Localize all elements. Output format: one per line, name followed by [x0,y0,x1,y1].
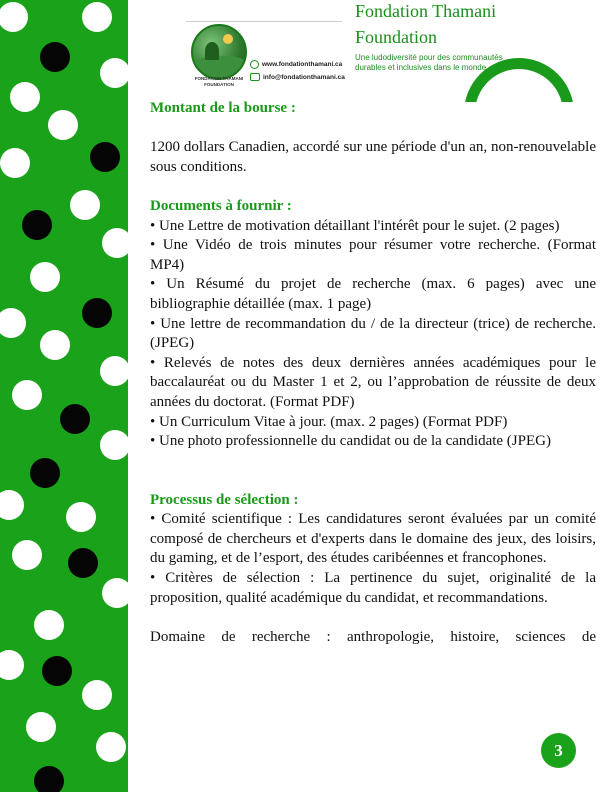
polka-dot [100,430,128,460]
polka-dot [100,356,128,386]
amount-heading: Montant de la bourse : [150,100,296,116]
polka-dot [100,58,128,88]
polka-dot [26,712,56,742]
polka-dot [90,142,120,172]
logo-emblem [191,24,247,80]
website-link[interactable]: www.fondationthamani.ca [262,61,343,68]
header-divider [186,21,342,22]
foundation-logo [188,24,248,88]
list-item: • Relevés de notes des deux dernières années académiques pour le baccalauréat ou du Master 1 et 2, ou l’approbation de réussite de deux années du doctorat. (Format PDF) [150,354,596,410]
list-item: • Une lettre de recommandation du / de la directeur (trice) de recherche. (JPEG) [150,315,596,352]
polka-dot [66,502,96,532]
polka-dot [12,380,42,410]
list-item: • Comité scientifique : Les candidatures seront évaluées par un comité composé de chercheurs et d'experts dans le domaine des jeux, des loisirs, du gaming, et de l’esport, des études caribéennes et francophones. [150,511,596,567]
polka-dot [70,190,100,220]
decorative-polka-dot-band [0,0,128,792]
polka-dot [0,490,24,520]
polka-dot [10,82,40,112]
polka-dot [68,548,98,578]
polka-dot [0,650,24,680]
polka-dot [12,540,42,570]
logo-caption: FONDATION THAMANI FOUNDATION [194,76,244,87]
list-item: • Un Résumé du projet de recherche (max. 6 pages) avec une bibliographie détaillée (max. 1 page) [150,276,596,312]
polka-dot [82,2,112,32]
list-item: • Critères de sélection : La pertinence du sujet, originalité de la proposition, qualité académique du candidat, et recommandations. [150,570,596,606]
document-body [150,99,596,647]
polka-dot [30,458,60,488]
brand-tagline: Une ludodiversité pour des communautés durables et inclusives dans le monde. [355,53,503,72]
list-item: • Une Vidéo de trois minutes pour résumer votre recherche. (Format MP4) [150,237,596,273]
website-contact[interactable] [250,60,342,69]
amount-text: 1200 dollars Canadien, accordé sur une période d'un an, non-renouvelable sous conditions. [150,139,596,175]
polka-dot [34,766,64,792]
documents-heading: Documents à fournir : [150,197,292,214]
polka-dot [48,110,78,140]
polka-dot [22,210,52,240]
polka-dot [0,2,28,32]
brand-name-line2: Foundation [355,27,438,47]
brand-name-line1: Fondation Thamani [355,1,497,21]
list-item: • Une Lettre de motivation détaillant l'intérêt pour le sujet. (2 pages) [150,217,560,234]
selection-heading: Processus de sélection : [150,491,299,508]
polka-dot [0,148,30,178]
email-link[interactable]: info@fondationthamani.ca [263,73,345,81]
polka-dot [82,680,112,710]
list-item: • Un Curriculum Vitae à jour. (max. 2 pages) (Format PDF) [150,413,508,430]
polka-dot [82,298,112,328]
page-number-badge: 3 [541,733,576,768]
polka-dot [96,732,126,762]
email-contact[interactable] [250,73,345,81]
research-domain-text: Domaine de recherche : anthropologie, histoire, sciences de [150,628,596,645]
mail-icon [250,73,260,81]
letterhead [150,0,612,96]
polka-dot [42,656,72,686]
globe-icon [250,60,259,69]
polka-dot [102,228,128,258]
polka-dot [102,578,128,608]
polka-dot [40,42,70,72]
polka-dot [30,262,60,292]
polka-dot [40,330,70,360]
polka-dot [0,308,26,338]
polka-dot [34,610,64,640]
polka-dot [60,404,90,434]
list-item: • Une photo professionnelle du candidat ou de la candidate (JPEG) [150,433,551,450]
